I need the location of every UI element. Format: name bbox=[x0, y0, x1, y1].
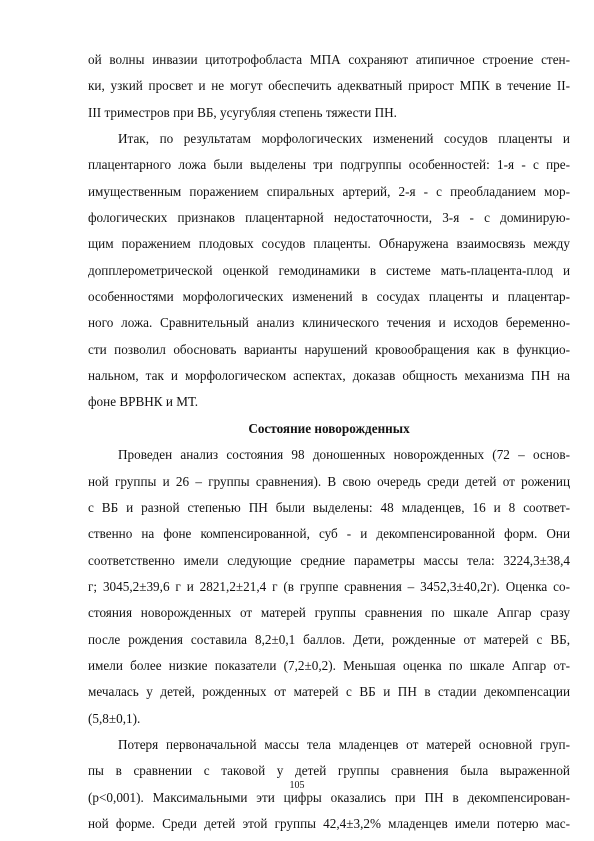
paragraph-3 bbox=[88, 442, 570, 732]
text-line: Потеря первоначальной массы тела младенцев от матерей основной груп- bbox=[118, 736, 570, 752]
text-line: особенностями морфологических изменений в сосудах плаценты и плацентар- bbox=[88, 289, 570, 305]
text-line: ой волны инвазии цитотрофобласта МПА сохраняют атипичное строение стен- bbox=[88, 52, 570, 67]
text-line: щим поражением плодовых сосудов плаценты. Обнаружена взаимосвязь между bbox=[88, 236, 570, 252]
text-line: Проведен анализ состояния 98 доношенных новорожденных (72 – основ- bbox=[118, 447, 570, 463]
page-number: 105 bbox=[289, 780, 305, 791]
text-line: ки, узкий просвет и не могут обеспечить адекватный прирост МПК в течение II- bbox=[88, 78, 570, 94]
text-line: (р<0,001). Максимальными эти цифры оказались при ПН в декомпенсирован- bbox=[88, 789, 570, 805]
text-line: сти позволил обосновать варианты нарушений кровообращения как в функцио- bbox=[88, 341, 570, 357]
text-line: плацентарного ложа были выделены три подгруппы особенностей: 1-я - с пре- bbox=[88, 157, 570, 173]
text-line: г; 3045,2±39,6 г и 2821,2±21,4 г (в группе сравнения – 3452,3±40,2г). Оценка со- bbox=[88, 578, 570, 594]
paragraph-1 bbox=[88, 47, 570, 126]
text-line: соответственно имели следующие средние параметры массы тела: 3224,3±38,4 bbox=[88, 552, 570, 568]
text-line: фологических признаков плацентарной недостаточности, 3-я - с доминирую- bbox=[88, 210, 570, 226]
text-line: III триместров при ВБ, усугубляя степень тяжести ПН. bbox=[88, 104, 397, 120]
text-line: ного ложа. Сравнительный анализ клинического течения и исходов беременно- bbox=[88, 315, 570, 331]
text-line: ной группы и 26 – группы сравнения). В свою очередь среди детей от рожениц bbox=[88, 473, 570, 489]
text-line: с ВБ и разной степенью ПН были выделены: 48 младенцев, 16 и 8 соответ- bbox=[88, 499, 570, 515]
text-line: имели более низкие показатели (7,2±0,2). Меньшая оценка по шкале Апгар от- bbox=[88, 657, 570, 673]
text-line: Итак, по результатам морфологических изменений сосудов плаценты и bbox=[118, 131, 570, 147]
section-heading: Состояние новорожденных bbox=[248, 420, 410, 436]
text-line: фоне ВРВНК и МТ. bbox=[88, 394, 198, 410]
text-line: ственно на фоне компенсированной, суб - и декомпенсированной форм. Они bbox=[88, 526, 570, 542]
body-text bbox=[88, 47, 570, 837]
text-line: мечалась у детей, рожденных от матерей с ВБ и ПН в стадии декомпенсации bbox=[88, 684, 570, 700]
text-line: ной форме. Среди детей этой группы 42,4±3,2% младенцев имели потерю мас- bbox=[88, 815, 570, 831]
paragraph-2 bbox=[88, 126, 570, 416]
text-line: нальном, так и морфологическом аспектах, доказав общность механизма ПН на bbox=[88, 368, 570, 384]
text-line: пы в сравнении с таковой у детей группы сравнения была выраженной bbox=[88, 763, 570, 779]
text-line: (5,8±0,1). bbox=[88, 710, 141, 726]
text-line: допплерометрической оценкой гемодинамики в системе мать-плацента-плод и bbox=[88, 262, 570, 278]
text-line: имущественным поражением спиральных артерий, 2-я - с преобладанием мор- bbox=[88, 183, 570, 199]
text-line: после рождения составила 8,2±0,1 баллов. Дети, рожденные от матерей с ВБ, bbox=[88, 631, 570, 647]
text-line: стояния новорожденных от матерей группы сравнения по шкале Апгар сразу bbox=[88, 605, 570, 621]
